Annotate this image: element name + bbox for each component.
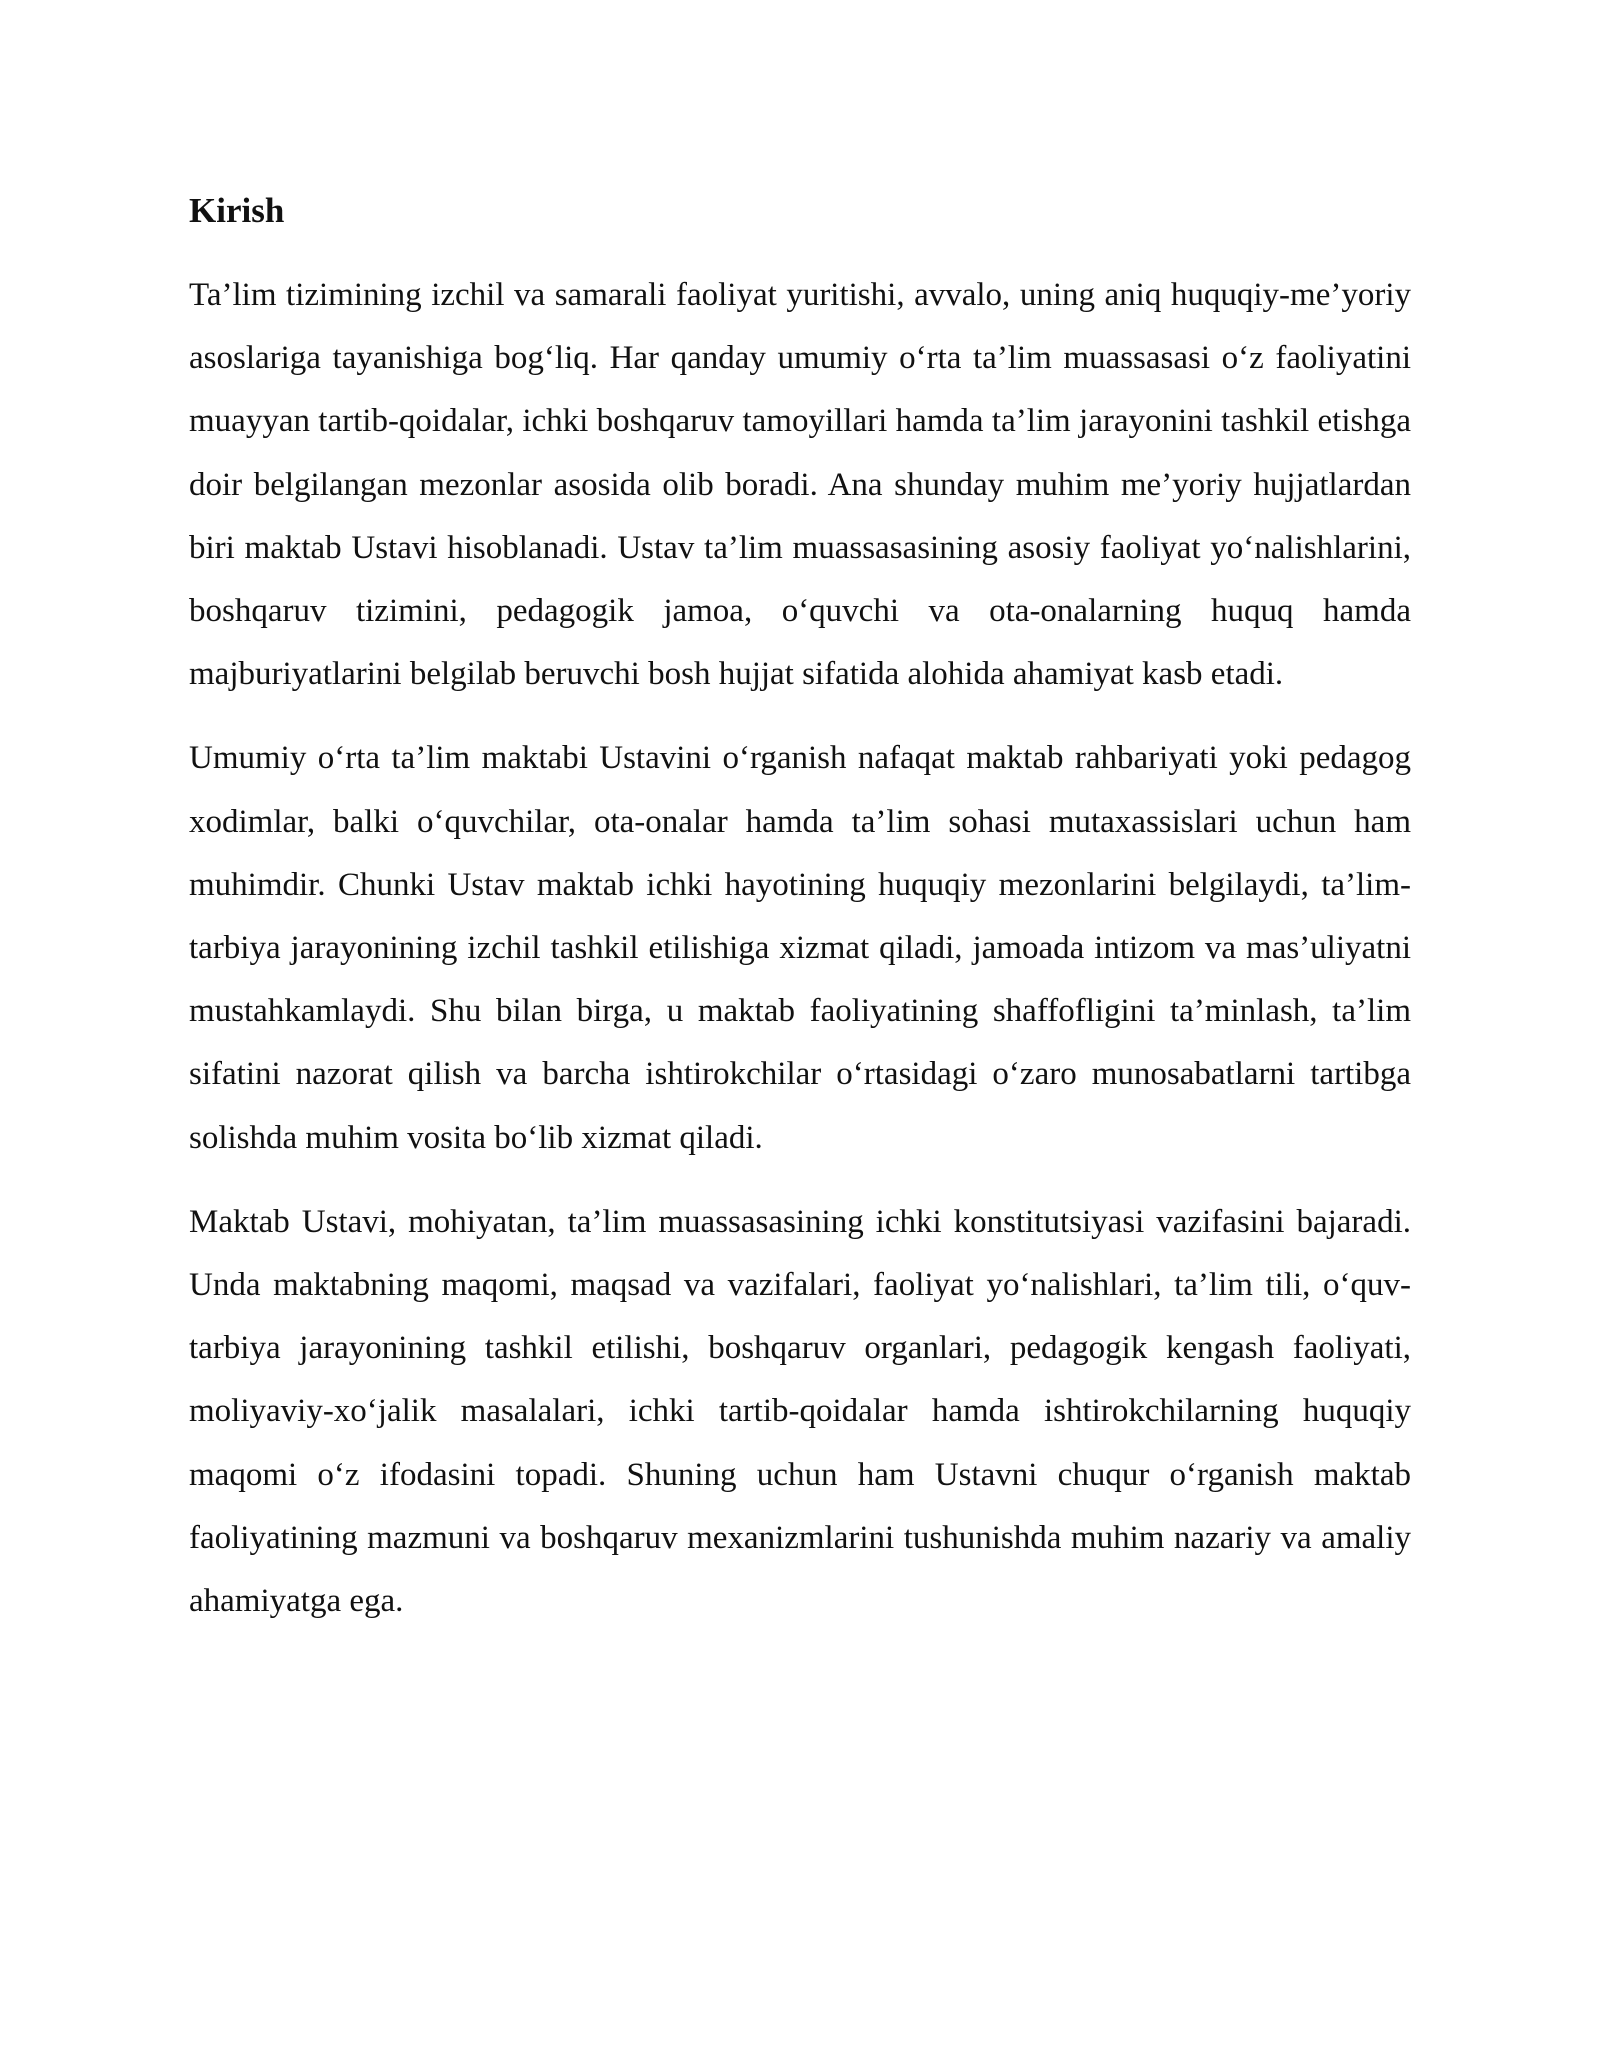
paragraph-2: Umumiy o‘rta ta’lim maktabi Ustavini o‘rganish nafaqat maktab rahbariyati yoki pedagog xodimlar, balki o‘quvchilar, ota-onalar hamda ta’lim sohasi mutaxassislari uchun ham muhimdir. Chunki Ustav maktab ichki hayotining huquqiy mezonlarini belgilaydi, ta’lim-tarbiya jarayonining izchil tashkil etilishiga xizmat qiladi, jamoada intizom va mas’uliyatni mustahkamlaydi. Shu bilan birga, u maktab faoliyatining shaffofligini ta’minlash, ta’lim sifatini nazorat qilish va barcha ishtirokchilar o‘rtasidagi o‘zaro munosabatlarni tartibga solishda muhim vosita bo‘lib xizmat qiladi. — [189, 740, 1411, 1156]
paragraph-3: Maktab Ustavi, mohiyatan, ta’lim muassasasining ichki konstitutsiyasi vazifasini bajaradi. Unda maktabning maqomi, maqsad va vazifalari, faoliyat yo‘nalishlari, ta’lim tili, o‘quv-tarbiya jarayonining tashkil etilishi, boshqaruv organlari, pedagogik kengash faoliyati, moliyaviy-xo‘jalik masalalari, ichki tartib-qoidalar hamda ishtirokchilarning huquqiy maqomi o‘z ifodasini topadi. Shuning uchun ham Ustavni chuqur o‘rganish maktab faoliyatining mazmuni va boshqaruv mexanizmlarini tushunishda muhim nazariy va amaliy ahamiyatga ega. — [189, 1203, 1411, 1620]
section-heading: Kirish — [189, 191, 285, 230]
document-body — [189, 186, 1411, 1654]
paragraph-1: Ta’lim tizimining izchil va samarali faoliyat yuritishi, avvalo, uning aniq huquqiy-me’yoriy asoslariga tayanishiga bog‘liq. Har qanday umumiy o‘rta ta’lim muassasasi o‘z faoliyatini muayyan tartib-qoidalar, ichki boshqaruv tamoyillari hamda ta’lim jarayonini tashkil etishga doir belgilangan mezonlar asosida olib boradi. Ana shunday muhim me’yoriy hujjatlardan biri maktab Ustavi hisoblanadi. Ustav ta’lim muassasasining asosiy faoliyat yo‘nalishlarini, boshqaruv tizimini, pedagogik jamoa, o‘quvchi va ota-onalarning huquq hamda majburiyatlarini belgilab beruvchi bosh hujjat sifatida alohida ahamiyat kasb etadi. — [189, 277, 1411, 693]
